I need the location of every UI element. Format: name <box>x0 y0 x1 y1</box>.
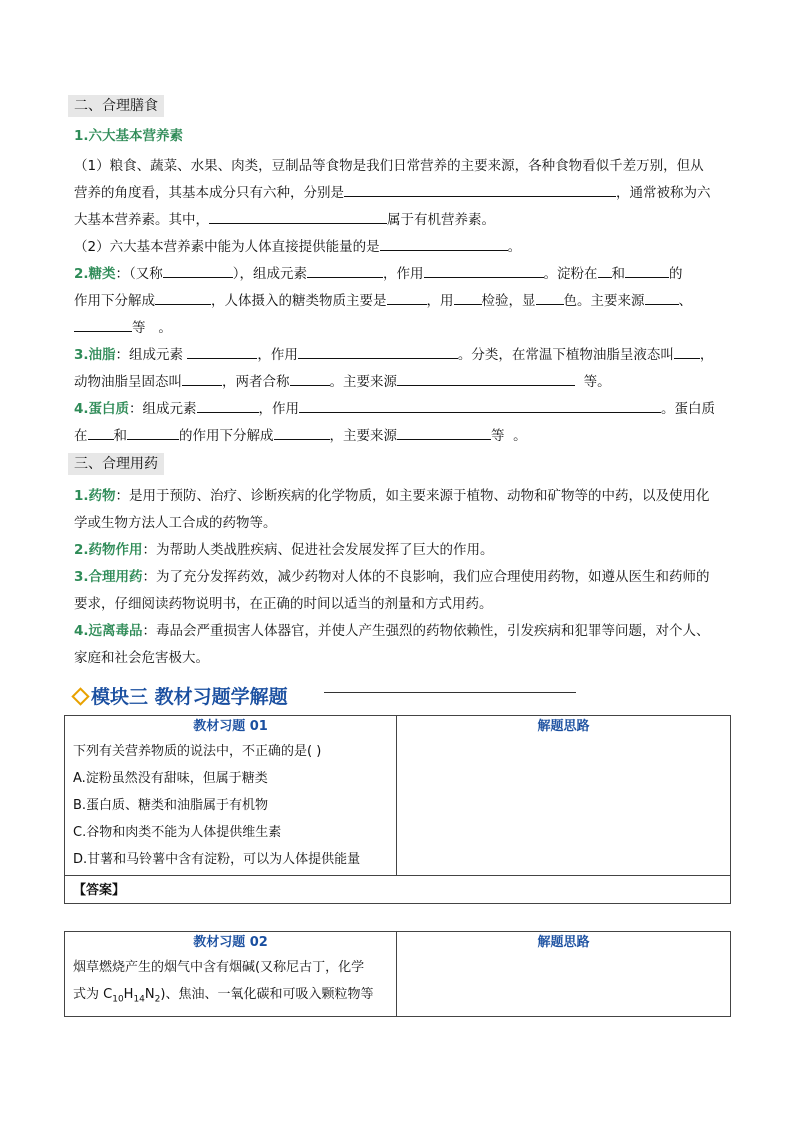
fill-blank[interactable] <box>598 264 612 278</box>
fill-blank[interactable] <box>197 399 259 413</box>
exercise-title: 教材习题 01 <box>193 719 268 734</box>
text: ：毒品会严重损害人体器官，并使人产生强烈的药物依赖性，引发疾病和犯罪等问题，对个人、 <box>142 623 710 639</box>
fill-blank[interactable] <box>674 345 700 359</box>
text: 。主要来源 <box>329 374 397 390</box>
text: ：是用于预防、治疗、诊断疾病的化学物质，如主要来源于植物、动物和矿物等的中药，以及使用化 <box>115 488 710 504</box>
paragraph-line <box>74 237 521 257</box>
text: ，作用 <box>258 401 300 417</box>
text: 和 <box>113 428 127 444</box>
fill-blank[interactable] <box>397 372 575 386</box>
answer-label: 【答案】 <box>73 883 126 898</box>
drug-def-line-2: 学或生物方法人工合成的药物等。 <box>74 515 277 531</box>
fill-blank[interactable] <box>625 264 669 278</box>
text: 式为 C <box>73 987 113 1002</box>
paragraph-line: （1）粮食、蔬菜、水果、肉类，豆制品等食物是我们日常营养的主要来源，各种食物看似千差万别，但从 <box>74 158 704 174</box>
text: 营养的角度看，其基本成分只有六种，分别是 <box>74 185 344 201</box>
module-rule <box>324 692 576 693</box>
fill-blank[interactable] <box>536 291 564 305</box>
fill-blank[interactable] <box>344 183 616 197</box>
fill-blank[interactable] <box>290 372 330 386</box>
fat-line-2 <box>74 372 611 392</box>
heading-six-nutrients: 1.六大基本营养素 <box>74 128 184 144</box>
text: 等 <box>132 320 146 336</box>
text: 等 <box>491 428 505 444</box>
text: ：为了充分发挥药效，减少药物对人体的不良影响，我们应合理使用药物，如遵从医生和药师的 <box>142 569 710 585</box>
exercise-title: 教材习题 02 <box>193 935 268 950</box>
rational-use-line <box>74 567 710 587</box>
option-b[interactable]: B.蛋白质、糖类和油脂属于有机物 <box>73 798 269 813</box>
fill-blank[interactable] <box>163 264 233 278</box>
paragraph-line <box>74 183 711 203</box>
text: 动物油脂呈固态叫 <box>74 374 182 390</box>
text: ，通常被称为六 <box>616 185 711 201</box>
fill-blank[interactable] <box>298 345 458 359</box>
question-line-formula <box>65 981 396 1016</box>
text: ，主要来源 <box>329 428 397 444</box>
label-rational-use: 3.合理用药 <box>74 569 143 585</box>
protein-line-2 <box>74 426 527 446</box>
text: H <box>123 987 134 1002</box>
solution-title: 解题思路 <box>537 935 590 950</box>
exercise-table-1 <box>64 715 731 904</box>
text: 色。主要来源 <box>563 293 645 309</box>
text: ：组成元素 <box>129 401 197 417</box>
drugs-line-2: 家庭和社会危害极大。 <box>74 650 209 666</box>
fill-blank[interactable] <box>274 426 330 440</box>
text: 。 <box>507 239 522 255</box>
text: 。 <box>158 320 172 336</box>
text: 大基本营养素。其中， <box>74 212 209 228</box>
text: 在 <box>74 428 88 444</box>
fill-blank[interactable] <box>424 264 544 278</box>
text: 。淀粉在 <box>543 266 598 282</box>
fill-blank[interactable] <box>209 210 387 224</box>
section-title-medicine: 三、合理用药 <box>68 453 164 475</box>
text: ，作用 <box>383 266 424 282</box>
label-protein: 4.蛋白质 <box>74 401 130 417</box>
text: ），组成元素 <box>232 266 308 282</box>
text: 的 <box>669 266 683 282</box>
text: 检验，显 <box>481 293 536 309</box>
label-fat: 3.油脂 <box>74 347 116 363</box>
text: 、 <box>678 293 692 309</box>
fill-blank[interactable] <box>155 291 211 305</box>
fat-line <box>74 345 713 365</box>
question-stem: 下列有关营养物质的说法中，不正确的是( ) <box>73 744 322 759</box>
fill-blank[interactable] <box>299 399 661 413</box>
text: （2）六大基本营养素中能为人体直接提供能量的是 <box>74 239 380 255</box>
text: ， <box>699 347 714 363</box>
sugar-line-3 <box>74 318 172 338</box>
text: ：组成元素 <box>115 347 184 363</box>
module-title: 模块三 教材习题学解题 <box>91 686 288 708</box>
fill-blank[interactable] <box>182 372 222 386</box>
text: 作用下分解成 <box>74 293 155 309</box>
paragraph-line <box>74 210 495 230</box>
drug-def-line <box>74 486 710 506</box>
text: ，两者合称 <box>222 374 290 390</box>
fill-blank[interactable] <box>454 291 482 305</box>
text: ，用 <box>426 293 454 309</box>
option-a[interactable]: A.淀粉虽然没有甜味，但属于糖类 <box>73 771 268 786</box>
fill-blank[interactable] <box>645 291 679 305</box>
module-heading <box>70 682 288 709</box>
text: ：（又称 <box>115 266 163 282</box>
subscript: 14 <box>133 994 145 1005</box>
label-avoid-drugs: 4.远离毒品 <box>74 623 143 639</box>
label-drug: 1.药物 <box>74 488 116 504</box>
fill-blank[interactable] <box>127 426 179 440</box>
text: 。分类，在常温下植物油脂呈液态叫 <box>457 347 674 363</box>
fill-blank[interactable] <box>397 426 491 440</box>
section-title-diet: 二、合理膳食 <box>68 95 164 117</box>
fill-blank[interactable] <box>387 291 427 305</box>
solution-title: 解题思路 <box>537 719 590 734</box>
rational-use-line-2: 要求，仔细阅读药物说明书，在正确的时间以适当的剂量和方式用药。 <box>74 596 493 612</box>
subscript: 2 <box>154 994 161 1005</box>
fill-blank[interactable] <box>380 237 508 251</box>
text: 。 <box>513 428 527 444</box>
question-line: 烟草燃烧产生的烟气中含有烟碱(又称尼古丁，化学 <box>73 960 365 975</box>
text: 和 <box>611 266 626 282</box>
drug-effect-line <box>74 540 494 560</box>
fill-blank[interactable] <box>307 264 383 278</box>
sugar-line-2 <box>74 291 692 311</box>
protein-line <box>74 399 715 419</box>
text: 等。 <box>583 374 611 390</box>
text: )、焦油、一氧化碳和可吸入颗粒物等 <box>160 987 374 1002</box>
exercise-table-2 <box>64 931 731 1017</box>
fill-blank[interactable] <box>88 426 114 440</box>
option-d[interactable]: D.甘薯和马铃薯中含有淀粉，可以为人体提供能量 <box>73 852 361 867</box>
text: ，人体摄入的糖类物质主要是 <box>211 293 387 309</box>
text: 属于有机营养素。 <box>387 212 495 228</box>
fill-blank[interactable] <box>74 318 132 332</box>
diamond-icon <box>71 687 89 705</box>
label-sugar: 2.糖类 <box>74 266 116 282</box>
text: 的作用下分解成 <box>179 428 274 444</box>
label-drug-effect: 2.药物作用 <box>74 542 143 558</box>
option-c[interactable]: C.谷物和肉类不能为人体提供维生素 <box>73 825 282 840</box>
text: ：为帮助人类战胜疾病、促进社会发展发挥了巨大的作用。 <box>142 542 494 558</box>
text: ，作用 <box>257 347 298 363</box>
text: N <box>144 987 155 1002</box>
sugar-line <box>74 264 683 284</box>
text: 。蛋白质 <box>661 401 716 417</box>
subscript: 10 <box>112 994 124 1005</box>
fill-blank[interactable] <box>187 345 257 359</box>
drugs-line <box>74 621 710 641</box>
